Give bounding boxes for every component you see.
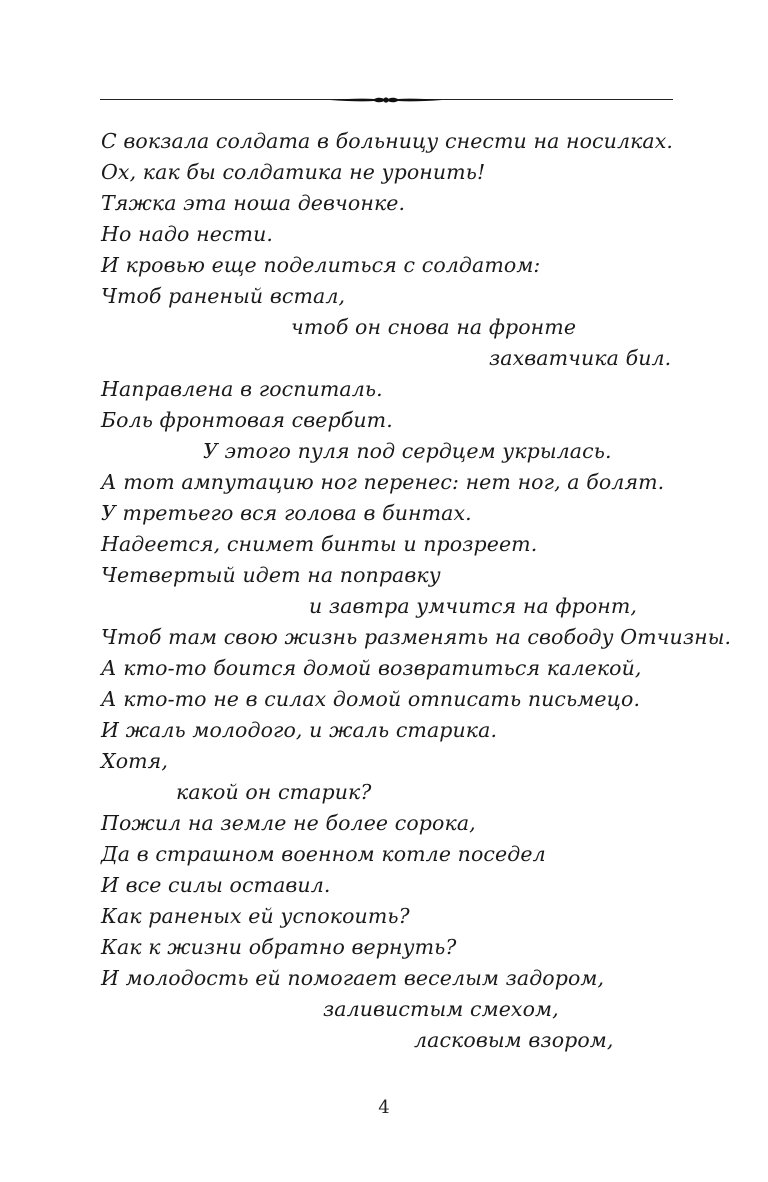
poem-line: И жаль молодого, и жаль старика. [101, 718, 498, 742]
poem-line: Чтоб раненый встал, [101, 284, 346, 308]
poem-line: захватчика бил. [489, 346, 672, 370]
poem-line: Направлена в госпиталь. [101, 377, 383, 401]
poem-line: Да в страшном военном котле поседел [101, 842, 546, 866]
poem-line: Но надо нести. [101, 222, 273, 246]
poem-line: Как раненых ей успокоить? [101, 904, 410, 928]
poem-line: заливистым смехом, [323, 997, 559, 1021]
page-number: 4 [378, 1097, 390, 1118]
poem-line: и завтра умчится на фронт, [309, 594, 638, 618]
poem-line: какой он старик? [176, 780, 372, 804]
poem-line: Пожил на земле не более сорока, [101, 811, 476, 835]
poem-line: И молодость ей помогает веселым задором, [101, 966, 605, 990]
poem-line: Ох, как бы солдатика не уронить! [101, 160, 486, 184]
poem-line: У третьего вся голова в бинтах. [101, 501, 472, 525]
poem-line: А кто-то боится домой возвратиться калекой, [101, 656, 642, 680]
poem-line: Тяжка эта ноша девчонке. [101, 191, 406, 215]
poem-line: У этого пуля под сердцем укрылась. [203, 439, 612, 463]
poem-line: Хотя, [101, 749, 168, 773]
poem-line: Боль фронтовая свербит. [101, 408, 393, 432]
poem-line: А кто-то не в силах домой отписать письмецо. [101, 687, 641, 711]
poem-line: ласковым взором, [414, 1028, 614, 1052]
poem-line: Четвертый идет на поправку [101, 563, 441, 587]
poem-line: чтоб он снова на фронте [291, 315, 577, 339]
poem-line: С вокзала солдата в больницу снести на носилках. [101, 129, 674, 153]
poem-line: А тот ампутацию ног перенес: нет ног, а болят. [101, 470, 665, 494]
header-ornament-icon [330, 92, 442, 108]
poem-line: Как к жизни обратно вернуть? [101, 935, 457, 959]
poem-line: Чтоб там свою жизнь разменять на свободу Отчизны. [101, 625, 732, 649]
poem-line: Надеется, снимет бинты и прозреет. [101, 532, 538, 556]
poem-line: И кровью еще поделиться с солдатом: [101, 253, 541, 277]
poem-line: И все силы оставил. [101, 873, 331, 897]
